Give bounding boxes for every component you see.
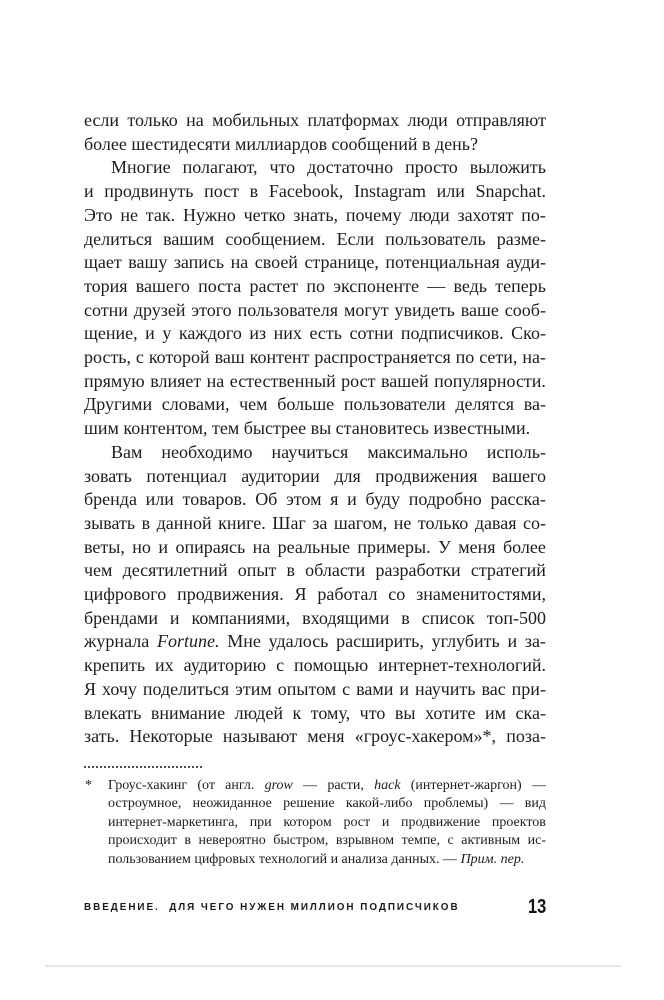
text-line: цифрового продвижения. Я работал со знаменитостями, [84,584,546,605]
running-title: ВВЕДЕНИЕ. ДЛЯ ЧЕГО НУЖЕН МИЛЛИОН ПОДПИСЧИКОВ [84,901,460,913]
text-line: щение, и у каждого из них есть сотни подписчиков. Ско- [84,323,546,344]
text-line: веты, но и опираясь на реальные примеры. У меня более [84,536,546,557]
text-line: если только на мобильных платформах люди отправляют [84,110,546,130]
text-line: интернет-маркетинга, при котором рост и продвижение проектов [108,814,546,830]
text-line: бренда или товаров. Об этом я и буду подробно расска- [84,489,546,510]
page-number: 13 [527,896,546,918]
text-line: делиться вашим сообщением. Если пользователь разме- [84,228,546,249]
text-line: и продвинуть пост в Facebook, Instagram или Snapchat. [84,181,546,202]
text-line: сотни друзей этого пользователя могут увидеть ваше сооб- [84,299,546,320]
text-line: чем десятилетний опыт в области разработки стратегий [84,560,546,581]
footnote-divider [84,766,202,768]
text-line: журнала Fortune. Мне удалось расширить, углубить и за- [84,631,546,652]
text-line: крепить их аудиторию с помощью интернет-технологий. [84,655,546,676]
body-text [84,109,546,749]
text-line: брендами и компаниями, входящими в список топ-500 [84,607,546,628]
text-line: пользованием цифровых технологий и анализа данных. — Прим. пер. [108,851,525,867]
text-line: остроумное, неожиданное решение какой-либо проблемы) — вид [108,796,546,812]
text-line: зать. Некоторые называют меня «гроус-хакером»*, поза- [84,726,546,747]
page-edge-line [45,965,621,967]
text-line: прямую влияет на естественный рост вашей популярности. [84,370,546,391]
footnote [84,777,546,869]
text-line: рость, с которой ваш контент распространяется по сети, на- [84,347,546,368]
footnote-area [84,766,546,869]
text-line: шим контентом, тем быстрее вы становитесь известными. [84,418,531,439]
text-line: Это не так. Нужно четко знать, почему люди захотят по- [84,204,546,225]
text-line: Многие полагают, что достаточно просто выложить [111,157,546,178]
text-line: происходит в невероятно быстром, взрывном темпе, с активным ис- [108,833,546,849]
text-line: Гроус-хакинг (от англ. grow — расти, hack (интернет-жаргон) — [108,778,546,793]
text-line: Вам необходимо научиться максимально исполь- [111,441,546,462]
text-line: зовать потенциал аудитории для продвижения вашего [84,465,546,486]
text-line: Я хочу поделиться этим опытом с вами и научить вас при- [84,678,546,699]
text-line: щает вашу запись на своей странице, потенциальная ауди- [84,252,546,273]
text-line: более шестидесяти миллиардов сообщений в день? [84,133,478,154]
text-line: Другими словами, чем больше пользователи делятся ва- [84,394,546,415]
text-line: тория вашего поста растет по экспоненте — ведь теперь [84,275,546,296]
footnote-lines [108,777,546,869]
text-line: зывать в данной книге. Шаг за шагом, не только давая со- [84,512,546,533]
page-footer [84,896,546,919]
footnote-marker: * [85,778,92,793]
text-line: влекать внимание людей к тому, что вы хотите им ска- [84,702,546,723]
